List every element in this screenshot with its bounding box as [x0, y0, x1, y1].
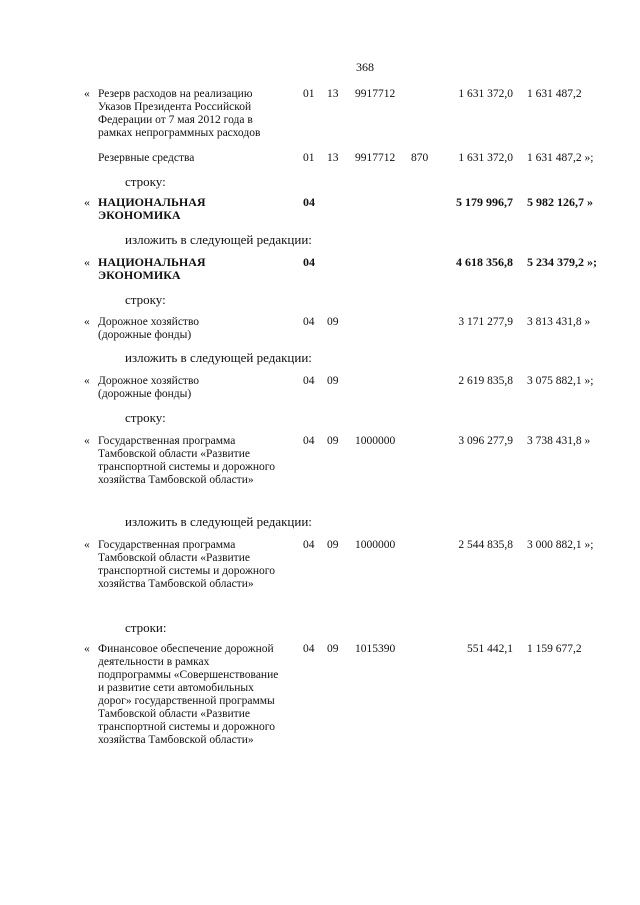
amount-year-1: 551 442,1 [467, 643, 513, 655]
section-code: 04 [303, 195, 315, 209]
section-code: 04 [303, 643, 315, 655]
amount-year-1: 4 618 356,8 [456, 255, 513, 269]
amount-year-2: 3 075 882,1 »; [527, 375, 594, 387]
section-code: 04 [303, 539, 315, 551]
row-name: Государственная программа Тамбовской области «Развитие транспортной системы и дорожного хозяйства Тамбовской области» [98, 539, 275, 590]
quote-open: « [84, 255, 90, 269]
instruction-line: строку: [125, 174, 166, 189]
instruction-line: изложить в следующей редакции: [125, 232, 312, 247]
target-article-code: 9917712 [355, 88, 396, 100]
amount-year-1: 3 096 277,9 [458, 435, 513, 447]
row-name: Финансовое обеспечение дорожной деятельности в рамках подпрограммы «Совершенствование и развитие сети автомобильных дорог» государственной программы Тамбовской области «Развитие транспортной системы и дорожного хозяйства Тамбовской области» [98, 643, 279, 746]
section-code: 04 [303, 255, 315, 269]
amount-year-2: 1 631 487,2 [527, 88, 582, 100]
quote-open: « [84, 195, 90, 209]
subsection-code: 09 [327, 316, 339, 328]
amount-year-1: 2 544 835,8 [458, 539, 513, 551]
amount-year-1: 3 171 277,9 [458, 316, 513, 328]
section-code: 04 [303, 316, 315, 328]
instruction-line: строку: [125, 292, 166, 307]
page-number: 368 [356, 60, 374, 74]
subsection-code: 09 [327, 643, 339, 655]
amount-year-2: 5 982 126,7 » [527, 195, 593, 209]
amount-year-2: 3 813 431,8 » [527, 316, 591, 328]
section-code: 01 [303, 152, 315, 164]
target-article-code: 1000000 [355, 435, 396, 447]
instruction-line: изложить в следующей редакции: [125, 514, 312, 529]
section-code: 04 [303, 435, 315, 447]
subsection-code: 09 [327, 435, 339, 447]
instruction-line: строку: [125, 410, 166, 425]
row-name: НАЦИОНАЛЬНАЯ ЭКОНОМИКА [98, 255, 206, 282]
subsection-code: 09 [327, 539, 339, 551]
instruction-line: строки: [125, 620, 167, 635]
row-name: Дорожное хозяйство (дорожные фонды) [98, 375, 200, 400]
row-name: Резервные средства [98, 152, 195, 164]
row-name: НАЦИОНАЛЬНАЯ ЭКОНОМИКА [98, 195, 206, 222]
target-article-code: 1000000 [355, 539, 396, 551]
target-article-code: 1015390 [355, 643, 396, 655]
expense-type-code: 870 [411, 152, 429, 164]
instruction-line: изложить в следующей редакции: [125, 350, 312, 365]
amount-year-2: 1 631 487,2 »; [527, 152, 594, 164]
amount-year-2: 1 159 677,2 [527, 643, 582, 655]
section-code: 04 [303, 375, 315, 387]
amount-year-1: 2 619 835,8 [458, 375, 513, 387]
subsection-code: 13 [327, 152, 339, 164]
amount-year-1: 5 179 996,7 [456, 195, 513, 209]
quote-open: « [84, 643, 90, 655]
row-name: Государственная программа Тамбовской области «Развитие транспортной системы и дорожного хозяйства Тамбовской области» [98, 435, 275, 486]
subsection-code: 13 [327, 88, 339, 100]
quote-open: « [84, 88, 90, 100]
quote-open: « [84, 316, 90, 328]
quote-open: « [84, 375, 90, 387]
quote-open: « [84, 435, 90, 447]
quote-open: « [84, 539, 90, 551]
amount-year-1: 1 631 372,0 [458, 152, 513, 164]
row-name: Дорожное хозяйство (дорожные фонды) [98, 316, 200, 341]
section-code: 01 [303, 88, 315, 100]
amount-year-2: 3 738 431,8 » [527, 435, 591, 447]
amount-year-2: 5 234 379,2 »; [527, 255, 597, 269]
row-name: Резерв расходов на реализацию Указов Президента Российской Федерации от 7 мая 2012 года в рамках непрограммных расходов [98, 88, 261, 139]
target-article-code: 9917712 [355, 152, 396, 164]
amount-year-2: 3 000 882,1 »; [527, 539, 594, 551]
amount-year-1: 1 631 372,0 [458, 88, 513, 100]
subsection-code: 09 [327, 375, 339, 387]
